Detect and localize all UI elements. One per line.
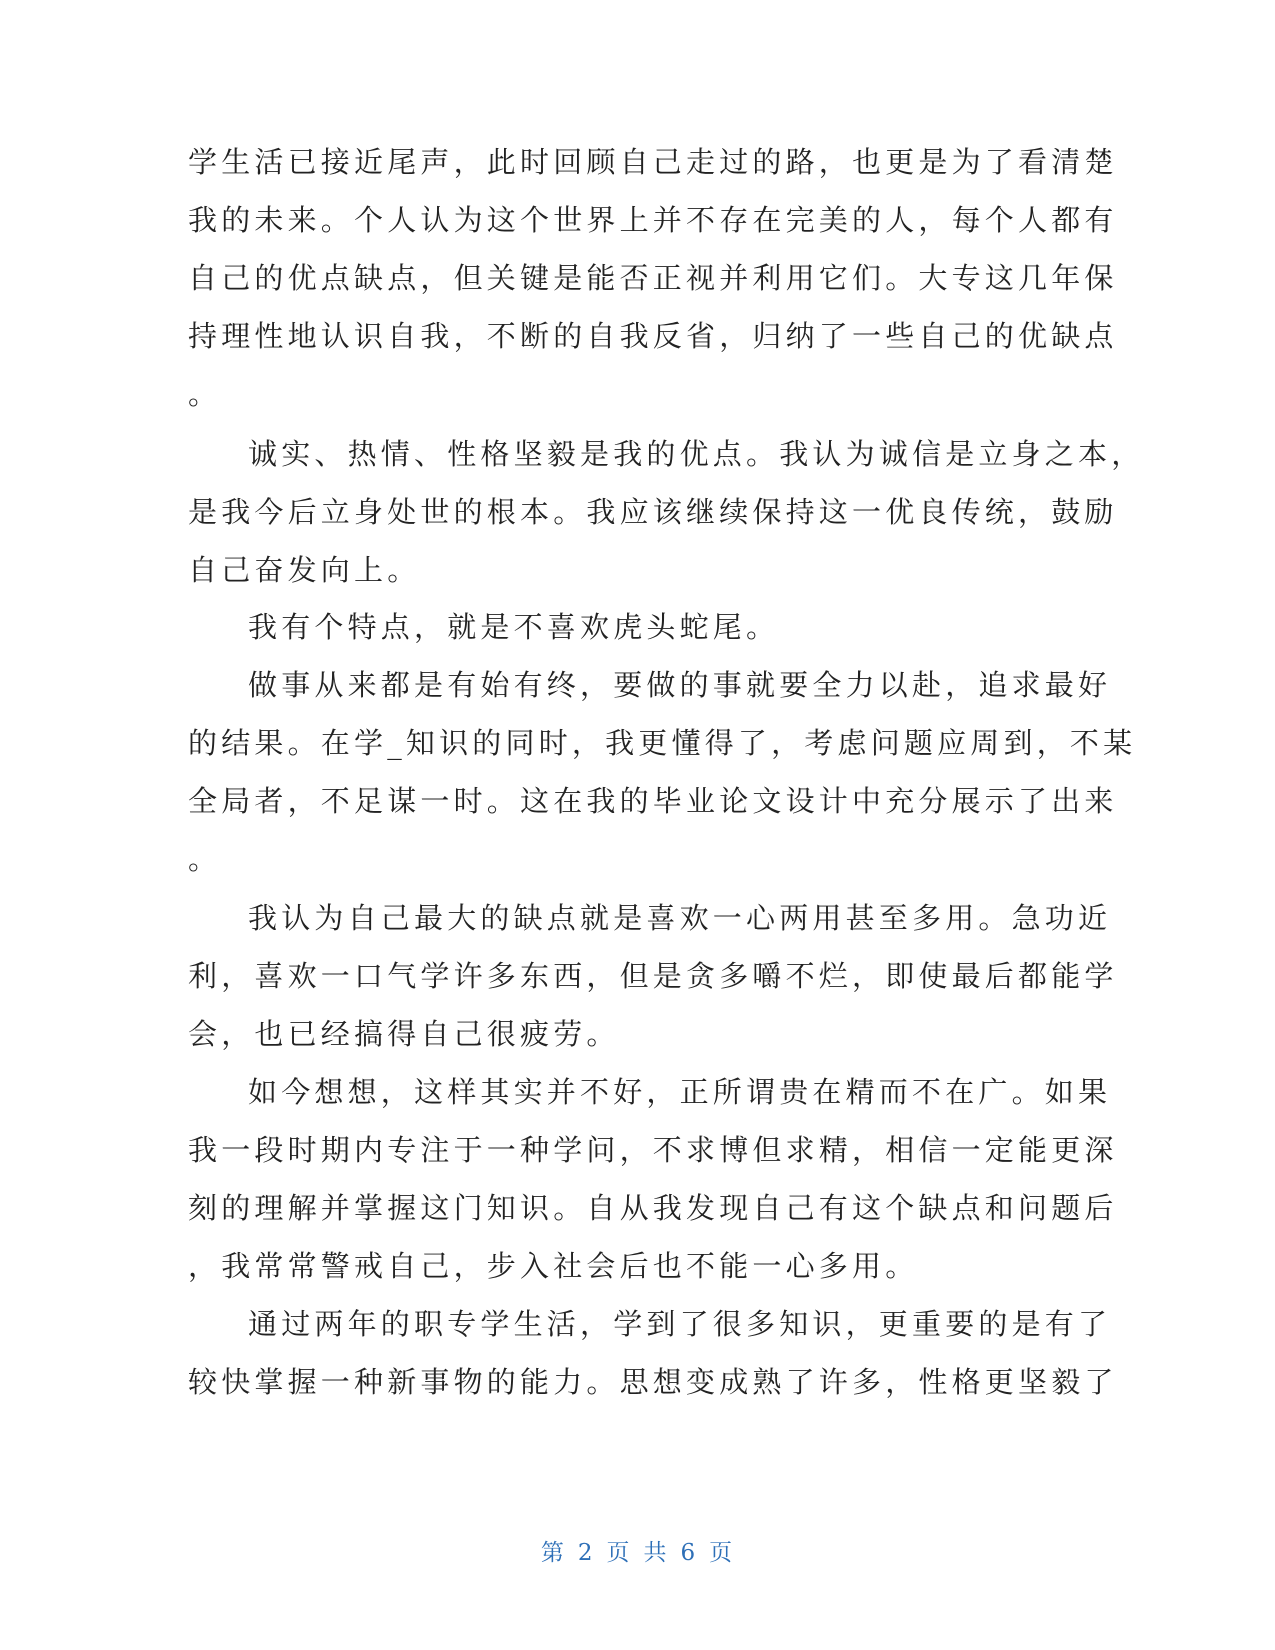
current-page-number: 2 xyxy=(577,1540,595,1566)
text-line: 通过两年的职专学生活，学到了很多知识，更重要的是有了 xyxy=(248,1307,1112,1341)
text-line: 如今想想，这样其实并不好，正所谓贵在精而不在广。如果 xyxy=(248,1075,1112,1109)
text-line: 。 xyxy=(188,842,222,876)
text-line: 是我今后立身处世的根本。我应该继续保持这一优良传统，鼓励 xyxy=(188,495,1118,529)
text-line: 我有个特点，就是不喜欢虎头蛇尾。 xyxy=(248,610,780,644)
text-line: 。 xyxy=(188,377,222,411)
text-line: 会，也已经搞得自己很疲劳。 xyxy=(188,1017,620,1051)
text-line: 我一段时期内专注于一种学问，不求博但求精，相信一定能更深 xyxy=(188,1133,1118,1167)
text-line: 较快掌握一种新事物的能力。思想变成熟了许多，性格更坚毅了 xyxy=(188,1365,1118,1399)
text-line: 利，喜欢一口气学许多东西，但是贪多嚼不烂，即使最后都能学 xyxy=(188,959,1118,993)
text-line: ，我常常警戒自己，步入社会后也不能一心多用。 xyxy=(188,1249,919,1283)
text-line: 刻的理解并掌握这门知识。自从我发现自己有这个缺点和问题后 xyxy=(188,1191,1118,1225)
page-label: 页 xyxy=(606,1540,632,1566)
text-line: 诚实、热情、性格坚毅是我的优点。我认为诚信是立身之本， xyxy=(248,437,1145,471)
text-line: 学生活已接近尾声，此时回顾自己走过的路，也更是为了看清楚 xyxy=(188,145,1118,179)
text-line: 全局者，不足谋一时。这在我的毕业论文设计中充分展示了出来 xyxy=(188,784,1118,818)
text-line: 自己奋发向上。 xyxy=(188,553,421,587)
total-pages-number: 6 xyxy=(680,1540,698,1566)
total-label: 页 xyxy=(709,1540,735,1566)
total-prefix: 共 xyxy=(643,1540,669,1566)
text-line: 我认为自己最大的缺点就是喜欢一心两用甚至多用。急功近 xyxy=(248,901,1112,935)
text-line: 的结果。在学_知识的同时，我更懂得了，考虑问题应周到，不某 xyxy=(188,726,1137,760)
text-line: 自己的优点缺点，但关键是能否正视并利用它们。大专这几年保 xyxy=(188,261,1118,295)
page-prefix: 第 xyxy=(540,1540,566,1566)
text-line: 持理性地认识自我，不断的自我反省，归纳了一些自己的优缺点 xyxy=(188,319,1118,353)
text-line: 做事从来都是有始有终，要做的事就要全力以赴，追求最好 xyxy=(248,668,1112,702)
page-number-footer xyxy=(0,1538,1275,1568)
text-line: 我的未来。个人认为这个世界上并不存在完美的人，每个人都有 xyxy=(188,203,1118,237)
